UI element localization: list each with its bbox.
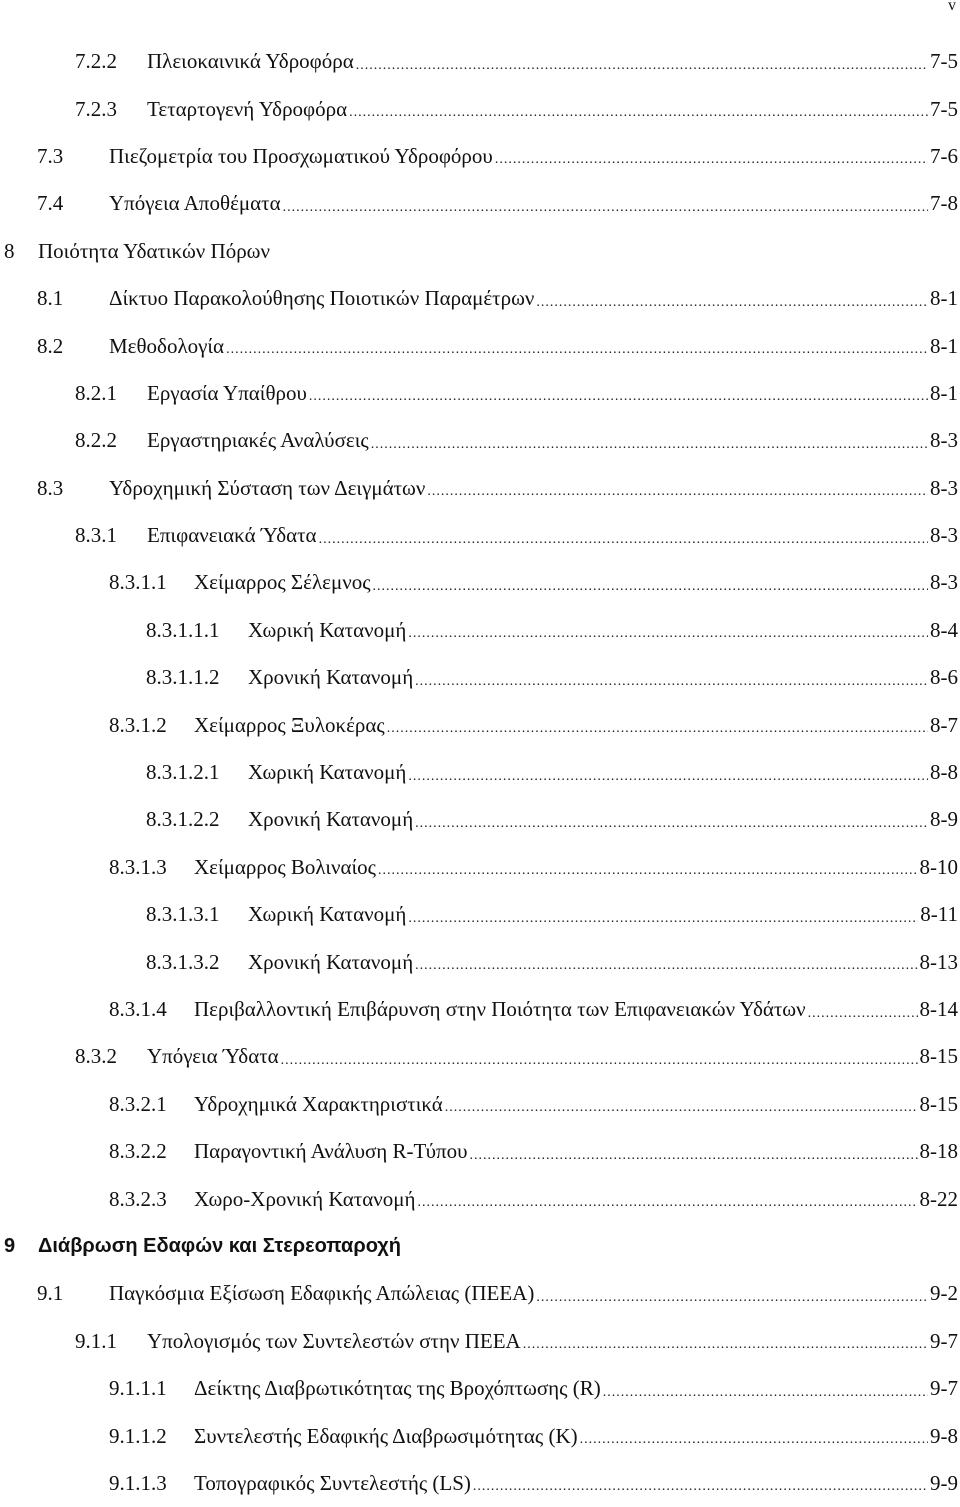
toc-entry-title: Τοπογραφικός Συντελεστής (LS) xyxy=(194,1471,471,1496)
toc-entry[interactable] xyxy=(0,322,960,369)
toc-entry[interactable] xyxy=(0,85,960,132)
dot-leader xyxy=(415,674,928,690)
toc-entry-title: Χείμαρρος Βολιναίος xyxy=(194,855,376,880)
toc-entry-number: 7.2.2 xyxy=(75,49,147,74)
toc-entry-number: 9.1.1.2 xyxy=(109,1424,194,1449)
toc-entry-title: Επιφανειακά Ύδατα xyxy=(147,523,317,548)
dot-leader xyxy=(427,484,928,500)
dot-leader xyxy=(445,1100,918,1116)
toc-entry-title: Χρονική Κατανομή xyxy=(248,950,413,975)
toc-entry-page: 7-5 xyxy=(930,97,960,122)
toc-entry-number: 8.2.1 xyxy=(75,381,147,406)
dot-leader xyxy=(408,911,918,927)
dot-leader xyxy=(371,437,928,453)
dot-leader xyxy=(469,1148,917,1164)
toc-entry-number: 8.3.1.2.2 xyxy=(146,807,248,832)
toc-entry-title: Υδροχημικά Χαρακτηριστικά xyxy=(194,1092,443,1117)
toc-entry-number: 8.3.2 xyxy=(75,1044,147,1069)
toc-entry-number: 8.3.1.3 xyxy=(109,855,194,880)
toc-entry[interactable] xyxy=(0,180,960,227)
toc-entry-page: 8-1 xyxy=(930,334,960,359)
toc-entry[interactable] xyxy=(0,1318,960,1365)
toc-entry-title: Χρονική Κατανομή xyxy=(248,665,413,690)
toc-entry-title: Υπόγεια Αποθέματα xyxy=(109,191,281,216)
toc-entry[interactable] xyxy=(0,417,960,464)
toc-entry-number: 7.3 xyxy=(37,144,109,169)
toc-entry-title: Πιεζομετρία του Προσχωματικού Υδροφόρου xyxy=(109,144,493,169)
toc-entry-number: 8.3.2.1 xyxy=(109,1092,194,1117)
toc-entry[interactable] xyxy=(0,38,960,85)
toc-entry-title: Χρονική Κατανομή xyxy=(248,807,413,832)
toc-entry-title: Πλειοκαινικά Υδροφόρα xyxy=(147,49,354,74)
dot-leader xyxy=(319,532,928,548)
toc-entry[interactable] xyxy=(0,1412,960,1459)
toc-entry-page: 8-1 xyxy=(930,286,960,311)
toc-entry[interactable] xyxy=(0,1175,960,1222)
toc-entry-title: Δείκτης Διαβρωτικότητας της Βροχόπτωσης (R) xyxy=(194,1376,601,1401)
toc-entry-title: Χείμαρρος Σέλεμνος xyxy=(194,570,371,595)
toc-entry[interactable] xyxy=(0,749,960,796)
toc-entry[interactable] xyxy=(0,465,960,512)
toc-entry-title: Περιβαλλοντική Επιβάρυνση στην Ποιότητα των Επιφανειακών Υδάτων xyxy=(194,997,806,1022)
toc-entry-number: 8.3 xyxy=(37,476,109,501)
dot-leader xyxy=(536,1290,928,1306)
toc-entry[interactable] xyxy=(0,1081,960,1128)
dot-leader xyxy=(523,1337,928,1353)
toc-entry-title: Εργαστηριακές Αναλύσεις xyxy=(147,428,369,453)
toc-entry-number: 7.2.3 xyxy=(75,97,147,122)
toc-entry-page: 8-15 xyxy=(920,1092,960,1117)
dot-leader xyxy=(415,958,917,974)
toc-entry[interactable] xyxy=(0,512,960,559)
toc-entry-page: 8-3 xyxy=(930,428,960,453)
toc-entry-title: Υδροχημική Σύσταση των Δειγμάτων xyxy=(109,476,425,501)
toc-entry-number: 7.4 xyxy=(37,191,109,216)
toc-entry[interactable] xyxy=(0,1128,960,1175)
toc-entry-page: 8-9 xyxy=(930,807,960,832)
toc-entry-page: 7-8 xyxy=(930,191,960,216)
toc-entry[interactable] xyxy=(0,701,960,748)
dot-leader xyxy=(309,389,928,405)
toc-entry-number: 8.3.1.1 xyxy=(109,570,194,595)
toc-entry-title: Παραγοντική Ανάλυση R-Τύπου xyxy=(194,1139,467,1164)
toc-entry-number: 9.1 xyxy=(37,1281,109,1306)
toc-chapter-heading[interactable] xyxy=(0,1223,960,1270)
toc-entry[interactable] xyxy=(0,796,960,843)
toc-chapter-heading[interactable] xyxy=(0,228,960,275)
toc-entry-page: 8-1 xyxy=(930,381,960,406)
toc-entry-page: 8-3 xyxy=(930,570,960,595)
dot-leader xyxy=(415,816,928,832)
toc-entry-number: 8.1 xyxy=(37,286,109,311)
toc-entry-number: 8.2.2 xyxy=(75,428,147,453)
toc-entry-number: 8.3.1.4 xyxy=(109,997,194,1022)
dot-leader xyxy=(387,721,928,737)
toc-entry-page: 8-7 xyxy=(930,713,960,738)
toc-entry-page: 8-13 xyxy=(920,950,960,975)
dot-leader xyxy=(473,1479,928,1495)
toc-entry-title: Συντελεστής Εδαφικής Διαβρωσιμότητας (K) xyxy=(194,1424,578,1449)
dot-leader xyxy=(373,579,928,595)
toc-entry-title: Υπόγεια Ύδατα xyxy=(147,1044,279,1069)
toc-entry-number: 8.3.1.1.1 xyxy=(146,618,248,643)
toc-entry-page: 9-2 xyxy=(930,1281,960,1306)
dot-leader xyxy=(408,626,928,642)
dot-leader xyxy=(349,105,928,121)
dot-leader xyxy=(356,58,928,74)
toc-entry-page: 7-5 xyxy=(930,49,960,74)
toc-entry[interactable] xyxy=(0,607,960,654)
toc-entry-page: 8-8 xyxy=(930,760,960,785)
toc-entry-title: Χωρική Κατανομή xyxy=(248,618,406,643)
toc-entry-number: 8.3.1.3.2 xyxy=(146,950,248,975)
dot-leader xyxy=(808,1006,918,1022)
toc-entry-title: Υπολογισμός των Συντελεστών στην ΠΕΕΑ xyxy=(147,1329,521,1354)
toc-entry[interactable] xyxy=(0,1460,960,1507)
toc-entry-number: 8.3.1.1.2 xyxy=(146,665,248,690)
toc-entry-number: 8.3.1.2 xyxy=(109,713,194,738)
toc-entry-title: Χωρο-Χρονική Κατανομή xyxy=(194,1187,415,1212)
toc-entry-title: Τεταρτογενή Υδροφόρα xyxy=(147,97,347,122)
dot-leader xyxy=(226,342,928,358)
toc-entry-page: 8-18 xyxy=(920,1139,960,1164)
toc-entry-page: 9-7 xyxy=(930,1329,960,1354)
toc-entry[interactable] xyxy=(0,133,960,180)
toc-entry-title: Μεθοδολογία xyxy=(109,334,224,359)
toc-entry-number: 8.2 xyxy=(37,334,109,359)
table-of-contents xyxy=(0,38,960,1507)
toc-entry[interactable] xyxy=(0,559,960,606)
page-number-roman: v xyxy=(948,0,956,15)
toc-entry-page: 8-4 xyxy=(930,618,960,643)
toc-entry[interactable] xyxy=(0,844,960,891)
toc-entry-title: Δίκτυο Παρακολούθησης Ποιοτικών Παραμέτρων xyxy=(109,286,534,311)
toc-entry[interactable] xyxy=(0,275,960,322)
toc-entry-page: 8-15 xyxy=(920,1044,960,1069)
toc-entry[interactable] xyxy=(0,938,960,985)
toc-entry-title: Διάβρωση Εδαφών και Στερεοπαροχή xyxy=(38,1235,401,1258)
toc-entry-page: 8-14 xyxy=(920,997,960,1022)
toc-entry-number: 8 xyxy=(4,239,38,264)
toc-entry-number: 9.1.1.3 xyxy=(109,1471,194,1496)
toc-entry-number: 8.3.1 xyxy=(75,523,147,548)
toc-entry[interactable] xyxy=(0,986,960,1033)
toc-entry-title: Ποιότητα Υδατικών Πόρων xyxy=(38,239,270,264)
toc-entry-page: 9-8 xyxy=(930,1424,960,1449)
toc-entry-title: Παγκόσμια Εξίσωση Εδαφικής Απώλειας (ΠΕΕΑ) xyxy=(109,1281,534,1306)
toc-entry[interactable] xyxy=(0,654,960,701)
toc-entry-title: Χωρική Κατανομή xyxy=(248,902,406,927)
toc-entry-number: 8.3.1.3.1 xyxy=(146,902,248,927)
toc-entry-number: 9.1.1 xyxy=(75,1329,147,1354)
dot-leader xyxy=(580,1432,928,1448)
dot-leader xyxy=(283,200,928,216)
dot-leader xyxy=(408,769,928,785)
toc-entry-title: Χείμαρρος Ξυλοκέρας xyxy=(194,713,385,738)
toc-entry[interactable] xyxy=(0,1033,960,1080)
toc-entry[interactable] xyxy=(0,891,960,938)
toc-entry-page: 7-6 xyxy=(930,144,960,169)
toc-entry-page: 8-6 xyxy=(930,665,960,690)
toc-entry[interactable] xyxy=(0,370,960,417)
dot-leader xyxy=(536,295,928,311)
toc-entry-title: Χωρική Κατανομή xyxy=(248,760,406,785)
toc-entry[interactable] xyxy=(0,1365,960,1412)
toc-entry-page: 8-3 xyxy=(930,523,960,548)
toc-entry-page: 9-9 xyxy=(930,1471,960,1496)
dot-leader xyxy=(281,1053,918,1069)
dot-leader xyxy=(495,152,928,168)
dot-leader xyxy=(417,1195,917,1211)
toc-entry-number: 9.1.1.1 xyxy=(109,1376,194,1401)
toc-entry[interactable] xyxy=(0,1270,960,1317)
toc-entry-page: 8-10 xyxy=(920,855,960,880)
dot-leader xyxy=(378,863,918,879)
toc-entry-page: 8-3 xyxy=(930,476,960,501)
toc-entry-page: 8-22 xyxy=(920,1187,960,1212)
toc-entry-number: 9 xyxy=(4,1235,38,1258)
toc-entry-number: 8.3.2.2 xyxy=(109,1139,194,1164)
toc-entry-page: 9-7 xyxy=(930,1376,960,1401)
toc-entry-title: Εργασία Υπαίθρου xyxy=(147,381,307,406)
toc-entry-page: 8-11 xyxy=(920,902,960,927)
toc-entry-number: 8.3.1.2.1 xyxy=(146,760,248,785)
toc-entry-number: 8.3.2.3 xyxy=(109,1187,194,1212)
dot-leader xyxy=(603,1385,928,1401)
